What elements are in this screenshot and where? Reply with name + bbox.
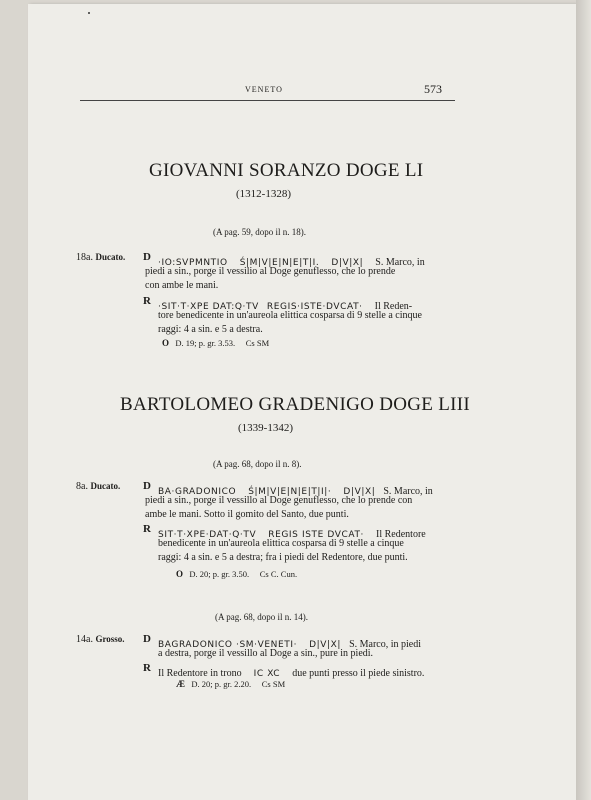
section2-dates: (1339-1342) — [238, 422, 293, 434]
section3-reference: (A pag. 68, dopo il n. 14). — [215, 612, 308, 622]
coin3-reverse-line1: Il Redentore in trono IC XC due punti presso il piede sinistro. — [158, 668, 425, 679]
coin1-obverse-line3: con ambe le mani. — [145, 280, 219, 291]
page-edge — [576, 0, 591, 800]
coin3-obverse-line2: a destra, porge il vessillo al Doge a sin., pure in piedi. — [158, 648, 374, 659]
coin2-obverse-line1: BA·GRADONICO Ś|M|V|E|N|E|T|I|· D|V|X| S. Marco, in — [158, 486, 433, 497]
coin2-meta: O D. 20; p. gr. 3.50. Cs C. Cun. — [176, 569, 298, 579]
coin2-reverse-sigla: R — [143, 523, 151, 535]
section2-title: BARTOLOMEO GRADENIGO DOGE LIII — [120, 394, 470, 415]
running-title: VENETO — [245, 85, 283, 94]
section1-title: GIOVANNI SORANZO DOGE LI — [149, 160, 424, 181]
coin3-obverse-sigla: D — [143, 633, 151, 645]
coin3-reverse-sigla: R — [143, 662, 151, 674]
coin1-number: 18a. Ducato. — [76, 252, 126, 263]
speck — [88, 12, 90, 14]
coin3-meta: Æ D. 20; p. gr. 2.20. Cs SM — [176, 679, 286, 689]
coin1-obverse-line2: piedi a sin., porge il vessilio al Doge genuflesso, che lo prende — [145, 266, 396, 277]
coin1-meta: O D. 19; p. gr. 3.53. Cs SM — [162, 338, 270, 348]
coin3-number: 14a. Grosso. — [76, 634, 125, 645]
coin1-obverse-sigla: D — [143, 251, 151, 263]
section1-reference: (A pag. 59, dopo il n. 18). — [213, 227, 306, 237]
coin2-reverse-line3: raggi: 4 a sin. e 5 a destra; fra i piedi del Redentore, due punti. — [158, 552, 408, 563]
coin2-reverse-line1: SIT·T·XPE·DAT·Q·TV REGIS ISTE DVCAT· Il Redentore — [158, 529, 426, 540]
coin2-obverse-line3: ambe le mani. Sotto il gomito del Santo, due punti. — [145, 509, 349, 520]
section2-reference: (A pag. 68, dopo il n. 8). — [213, 459, 302, 469]
page-number: 573 — [424, 82, 442, 96]
coin1-reverse-sigla: R — [143, 295, 151, 307]
coin1-obverse-line1: ·IO:SVPMNTIO Ś|M|V|E|N|E|T|I. D|V|X| S. Marco, in — [158, 257, 425, 268]
coin2-number: 8a. Ducato. — [76, 481, 121, 492]
coin2-obverse-line2: piedi a sin., porge il vessillo al Doge genuflesso, che lo prende con — [145, 495, 413, 506]
header-rule — [80, 100, 455, 101]
coin1-reverse-line2: tore benedicente in un'aureola elittica cosparsa di 9 stelle a cinque — [158, 310, 422, 321]
coin1-reverse-line3: raggi: 4 a sin. e 5 a destra. — [158, 324, 263, 335]
coin2-obverse-sigla: D — [143, 480, 151, 492]
coin1-reverse-line1: ·SIT·T·XPE DAT:Q·TV REGIS·ISTE·DVCAT· Il Reden- — [158, 301, 413, 312]
section1-dates: (1312-1328) — [236, 188, 291, 200]
coin2-reverse-line2: benedicente in un'aureola elittica cosparsa di 9 stelle a cinque — [158, 538, 404, 549]
coin3-obverse-line1: BAGRADONICO ·SM·VENETI· D|V|X| S. Marco, in piedi — [158, 639, 421, 650]
